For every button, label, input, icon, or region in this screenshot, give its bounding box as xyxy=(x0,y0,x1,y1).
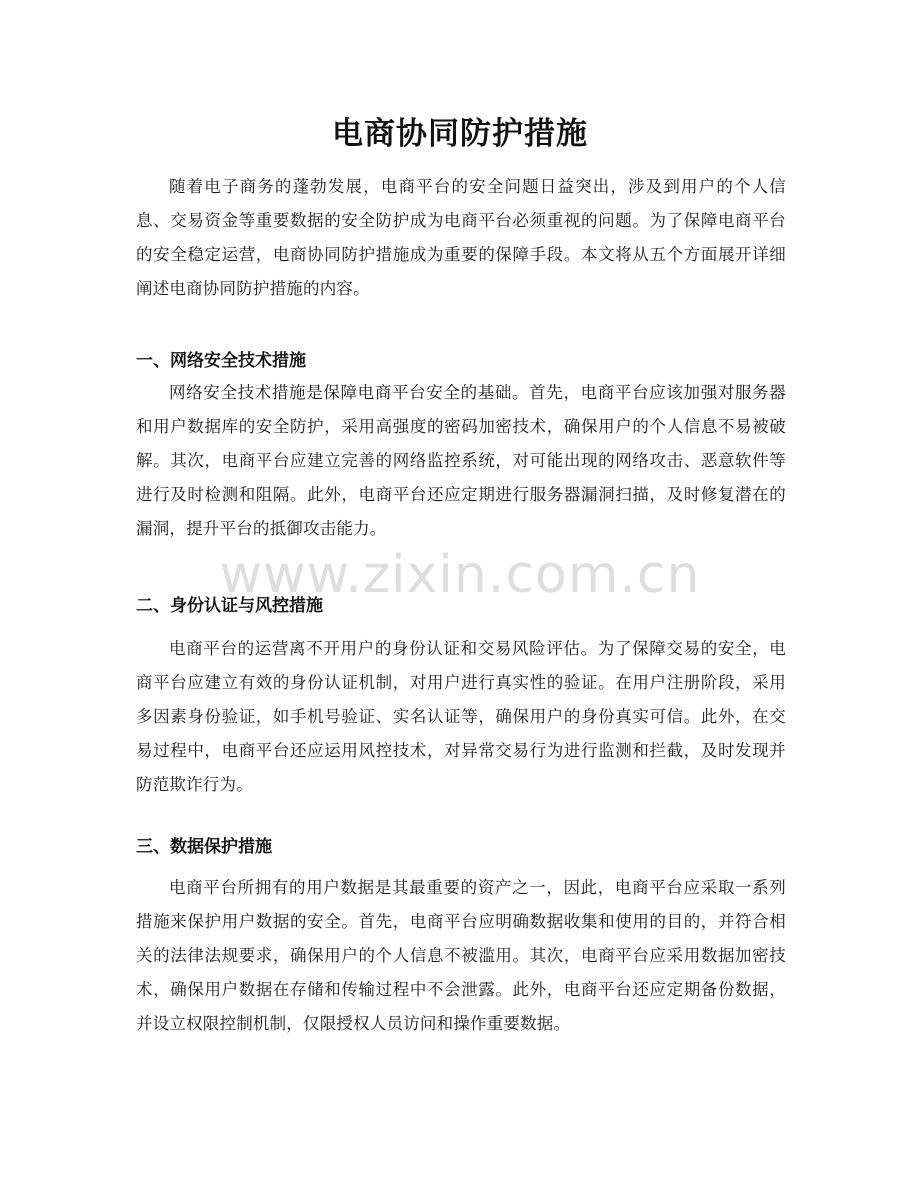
section-heading-data-protection: 三、数据保护措施 xyxy=(136,837,272,857)
section-body-network-security: 网络安全技术措施是保障电商平台安全的基础。首先，电商平台应该加强对服务器和用户数据库的安全防护，采用高强度的密码加密技术，确保用户的个人信息不易被破解。其次，电商平台应建立完善的网络监控系统，对可能出现的网络攻击、恶意软件等进行及时检测和阻隔。此外，电商平台还应定期进行服务器漏洞扫描，及时修复潜在的漏洞，提升平台的抵御攻击能力。 xyxy=(136,383,786,538)
intro-paragraph: 随着电子商务的蓬勃发展，电商平台的安全问题日益突出，涉及到用户的个人信息、交易资金等重要数据的安全防护成为电商平台必须重视的问题。为了保障电商平台的安全稳定运营，电商协同防护措施成为重要的保障手段。本文将从五个方面展开详细阐述电商协同防护措施的内容。 xyxy=(136,177,786,298)
section-body-data-protection: 电商平台所拥有的用户数据是其最重要的资产之一，因此，电商平台应采取一系列措施来保护用户数据的安全。首先，电商平台应明确数据收集和使用的目的，并符合相关的法律法规要求，确保用户的个人信息不被滥用。其次，电商平台应采用数据加密技术，确保用户数据在存储和传输过程中不会泄露。此外，电商平台还应定期备份数据，并设立权限控制机制，仅限授权人员访问和操作重要数据。 xyxy=(136,878,786,1033)
section-body-identity-risk: 电商平台的运营离不开用户的身份认证和交易风险评估。为了保障交易的安全，电商平台应建立有效的身份认证机制，对用户进行真实性的验证。在用户注册阶段，采用多因素身份验证，如手机号验证、实名认证等，确保用户的身份真实可信。此外，在交易过程中，电商平台还应运用风控技术，对异常交易行为进行监测和拦截，及时发现并防范欺诈行为。 xyxy=(136,639,786,794)
watermark: www.zixin.com.cn xyxy=(219,545,701,605)
section-heading-identity-risk: 二、身份认证与风控措施 xyxy=(136,596,323,616)
section-heading-network-security: 一、网络安全技术措施 xyxy=(136,351,306,371)
document-title: 电商协同防护措施 xyxy=(332,116,588,152)
